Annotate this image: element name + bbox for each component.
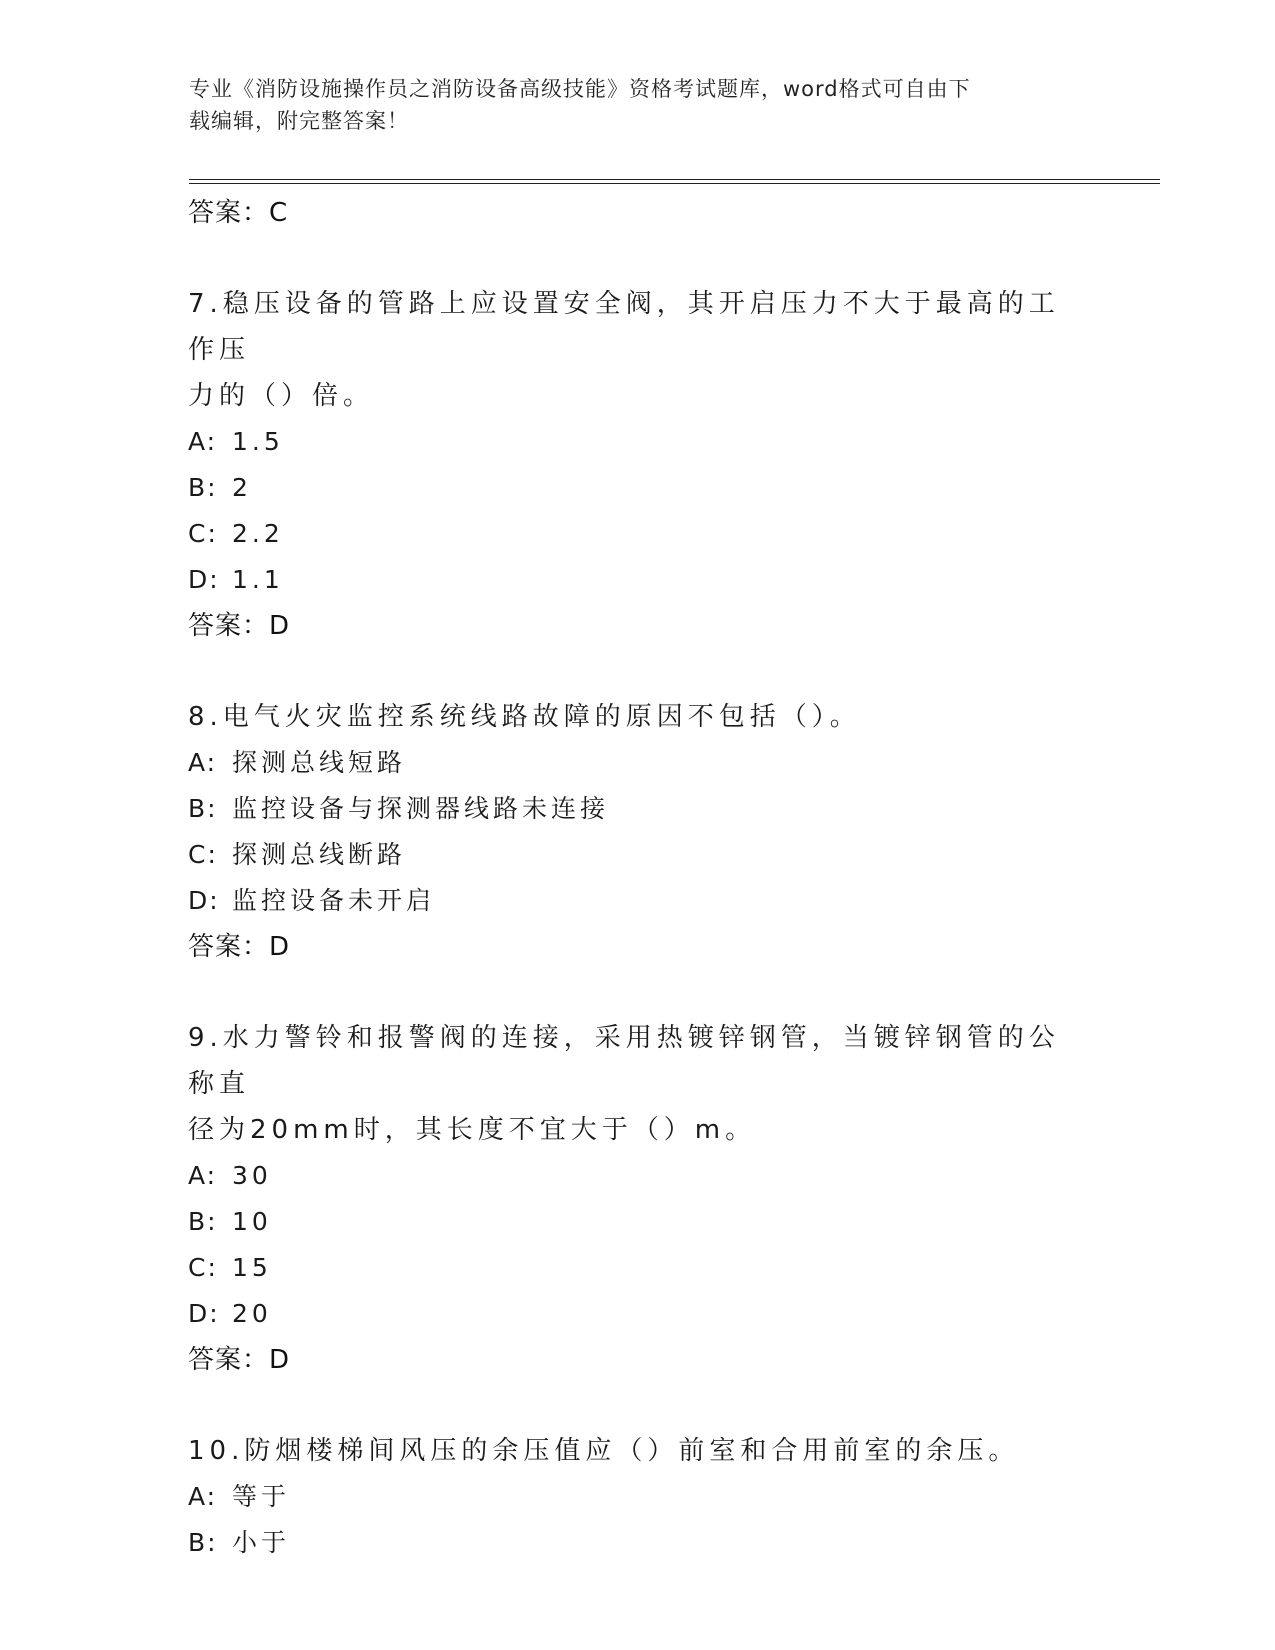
option-b <box>188 1199 1078 1245</box>
question-9 <box>188 1015 1078 1383</box>
question-text-line: 径为20mm时，其长度不宜大于（）m。 <box>188 1115 757 1145</box>
question-7 <box>188 281 1078 649</box>
option-label: C: <box>188 1253 218 1282</box>
header-divider-top <box>189 179 1160 180</box>
option-label: A: <box>188 748 218 777</box>
option-label: A: <box>188 1161 218 1190</box>
question-text-line: 7.稳压设备的管路上应设置安全阀，其开启压力不大于最高的工作压 <box>188 289 1060 365</box>
answer-line: 答案：D <box>188 611 291 641</box>
answer-line: 答案：C <box>188 198 289 228</box>
option-label: B: <box>188 794 218 823</box>
question-10 <box>188 1428 1078 1566</box>
option-label: D: <box>188 565 220 594</box>
option-label: B: <box>188 1207 218 1236</box>
option-d <box>188 1291 1078 1337</box>
question-text-line: 10.防烟楼梯间风压的余压值应（）前室和合用前室的余压。 <box>188 1436 1020 1466</box>
option-value: 2 <box>232 473 252 502</box>
answer-line: 答案：D <box>188 932 291 962</box>
option-value: 2.2 <box>232 519 284 548</box>
question-list <box>188 190 1078 1566</box>
question-text <box>188 1428 1078 1474</box>
option-value: 探测总线断路 <box>232 840 407 869</box>
question-text-line: 力的（）倍。 <box>188 381 375 411</box>
option-value: 1.1 <box>232 565 284 594</box>
answer-line: 答案：D <box>188 1345 291 1375</box>
header-line-1: 专业《消防设施操作员之消防设备高级技能》资格考试题库，word格式可自由下 <box>189 77 971 101</box>
option-value: 探测总线短路 <box>232 748 407 777</box>
header-divider-bottom <box>189 183 1160 184</box>
option-value: 10 <box>232 1207 272 1236</box>
option-value: 等于 <box>232 1482 291 1511</box>
document-header <box>189 73 1089 137</box>
question-text <box>188 1015 1078 1153</box>
option-label: D: <box>188 886 220 915</box>
option-value: 20 <box>232 1299 272 1328</box>
option-b <box>188 786 1078 832</box>
option-d <box>188 878 1078 924</box>
option-d <box>188 557 1078 603</box>
question-8 <box>188 694 1078 970</box>
option-value: 小于 <box>232 1528 291 1557</box>
option-a <box>188 1474 1078 1520</box>
option-label: B: <box>188 473 218 502</box>
header-line-2: 载编辑，附完整答案！ <box>189 109 409 133</box>
question-text <box>188 281 1078 419</box>
question-text-line: 8.电气火灾监控系统线路故障的原因不包括（）。 <box>188 702 861 732</box>
option-value: 15 <box>232 1253 272 1282</box>
option-a <box>188 1153 1078 1199</box>
option-value: 30 <box>232 1161 272 1190</box>
option-c <box>188 1245 1078 1291</box>
option-a <box>188 419 1078 465</box>
option-c <box>188 832 1078 878</box>
option-b <box>188 465 1078 511</box>
option-label: C: <box>188 840 218 869</box>
option-c <box>188 511 1078 557</box>
option-label: A: <box>188 1482 218 1511</box>
option-value: 监控设备未开启 <box>232 886 436 915</box>
option-value: 1.5 <box>232 427 284 456</box>
option-a <box>188 740 1078 786</box>
option-label: C: <box>188 519 218 548</box>
option-label: A: <box>188 427 218 456</box>
question-text <box>188 694 1078 740</box>
option-label: B: <box>188 1528 218 1557</box>
option-value: 监控设备与探测器线路未连接 <box>232 794 610 823</box>
option-b <box>188 1520 1078 1566</box>
option-label: D: <box>188 1299 220 1328</box>
question-text-line: 9.水力警铃和报警阀的连接，采用热镀锌钢管，当镀锌钢管的公称直 <box>188 1023 1060 1099</box>
